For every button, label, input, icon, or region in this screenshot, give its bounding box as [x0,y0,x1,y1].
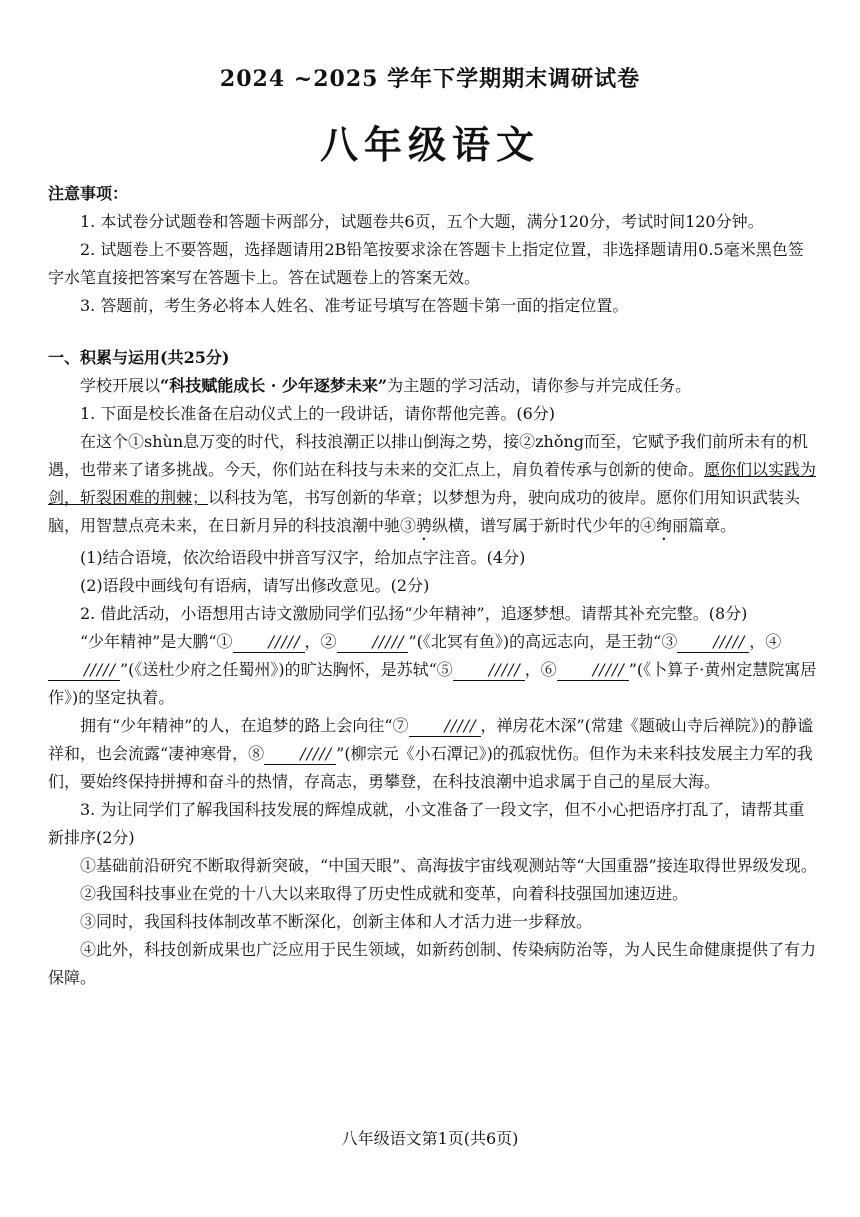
notice-section [48,180,818,320]
poem-text: ”(《北冥有鱼》)的高远志向，是王勃“③ [408,632,678,651]
poem-text: ，④ [749,632,782,651]
passage-text: 丽篇章。 [672,516,737,535]
question-3-item: ①基础前沿研究不断取得新突破，“中国天眼”、高海拔宇宙线观测站等“大国重器”接连取得世界级发现。 [80,856,817,875]
question-1-sub1: (1)结合语境，依次给语段中拼音写汉字，给加点字注音。(4分) [80,548,526,567]
question-3-item: ④此外，科技创新成果也广泛应用于民生领域，如新药创制、传染病防治等，为人民生命健康提供了有力保障。 [48,940,817,987]
poem-text: ”(《送杜少府之任蜀州》)的旷达胸怀，是苏轼“⑤ [119,660,453,679]
answer-blank: ///// [557,660,629,681]
notice-item: 3. 答题前，考生务必将本人姓名、准考证号填写在答题卡第一面的指定位置。 [80,296,629,315]
answer-blank: ///// [453,660,525,681]
answer-blank: ///// [409,716,481,737]
question-1-stem: 1. 下面是校长准备在启动仪式上的一段讲话，请你帮他完善。(6分) [80,404,556,423]
answer-blank: ///// [677,632,749,653]
page-footer: 八年级语文第1页(共6页) [341,1129,519,1148]
poem-text: 拥有“少年精神”的人，在追梦的路上会向往“⑦ [80,716,409,735]
question-3-item: ③同时，我国科技体制改革不断深化，创新主体和人才活力进一步释放。 [80,912,593,931]
section-intro [48,372,818,400]
question-2-stem: 2. 借此活动，小语想用古诗文激励同学们弘扬“少年精神”，追逐梦想。请帮其补充完整。(8分) [80,604,748,623]
poem-text: ”(《卜算子·黄州定慧院寓居作》)的坚定执着。 [48,660,817,707]
question-2-paragraph-2 [48,712,818,796]
intro-theme: “科技赋能成长 · 少年逐梦未来” [160,376,388,395]
dotted-char: 绚 [656,516,673,535]
answer-blank: ///// [337,632,409,653]
answer-blank: ///// [48,660,120,681]
exam-title: 2024 ~2025 学年下学期期末调研试卷 [219,66,641,92]
poem-text: ，禅房花木深”(常建《题破山寺后禅院》)的静谧祥和，也会流露“凄神寒骨，⑧ [48,716,814,763]
answer-blank: ///// [233,632,305,653]
poem-text: ，② [304,632,337,651]
poem-text: “少年精神”是大鹏“① [80,632,233,651]
poem-text: ，⑥ [524,660,557,679]
poem-text: ”(柳宗元《小石潭记》)的孤寂忧伤。但作为未来科技发展主力军的我们，要始终保持拼搏和奋斗的热情，存高志，勇攀登，在科技浪潮中追求属于自己的星辰大海。 [48,744,813,791]
underlined-sentence: 愿你们以实践为剑，斩裂困难的荆棘； [48,460,817,507]
question-1-passage [48,428,818,544]
notice-item: 2. 试题卷上不要答题，选择题请用2B铅笔按要求涂在答题卡上指定位置，非选择题请用0.5毫米黑色签字水笔直接把答案写在答题卡上。答在试题卷上的答案无效。 [48,240,804,287]
notice-item: 1. 本试卷分试题卷和答题卡两部分，试题卷共6页，五个大题，满分120分，考试时间120分钟。 [80,212,764,231]
passage-text: 以科技为笔，书写创新的华章；以梦想为舟，驶向成功的彼岸。愿你们用知识武装头脑，用智慧点亮未来，在日新月异的科技浪潮中驰③ [48,488,801,535]
dotted-char: 骋 [416,516,433,535]
question-3-stem: 3. 为让同学们了解我国科技发展的辉煌成就，小文准备了一段文字，但不小心把语序打乱了，请帮其重新排序(2分) [48,800,805,847]
question-3-item: ②我国科技事业在党的十八大以来取得了历史性成就和变革，向着科技强国加速迈进。 [80,884,689,903]
subject-title: 八年级语文 [319,122,540,167]
passage-text: 在这个①shùn息万变的时代，科技浪潮正以排山倒海之势，接②zhǒng而至，它赋予我们前所未有的机遇，也带来了诸多挑战。今天，你们站在科技与未来的交汇点上，肩负着传承与创新的使命。 [48,432,809,479]
question-2-paragraph-1 [48,628,818,712]
section-heading: 一、积累与运用(共25分) [48,348,230,367]
passage-text: 纵横，谱写属于新时代少年的④ [432,516,657,535]
intro-pre: 学校开展以 [80,376,161,395]
question-1-sub2: (2)语段中画线句有语病，请写出修改意见。(2分) [80,576,430,595]
answer-blank: ///// [264,744,336,765]
intro-post: 为主题的学习活动，请你参与并完成任务。 [387,376,692,395]
section-1 [48,344,818,992]
notice-heading: 注意事项： [48,184,129,203]
